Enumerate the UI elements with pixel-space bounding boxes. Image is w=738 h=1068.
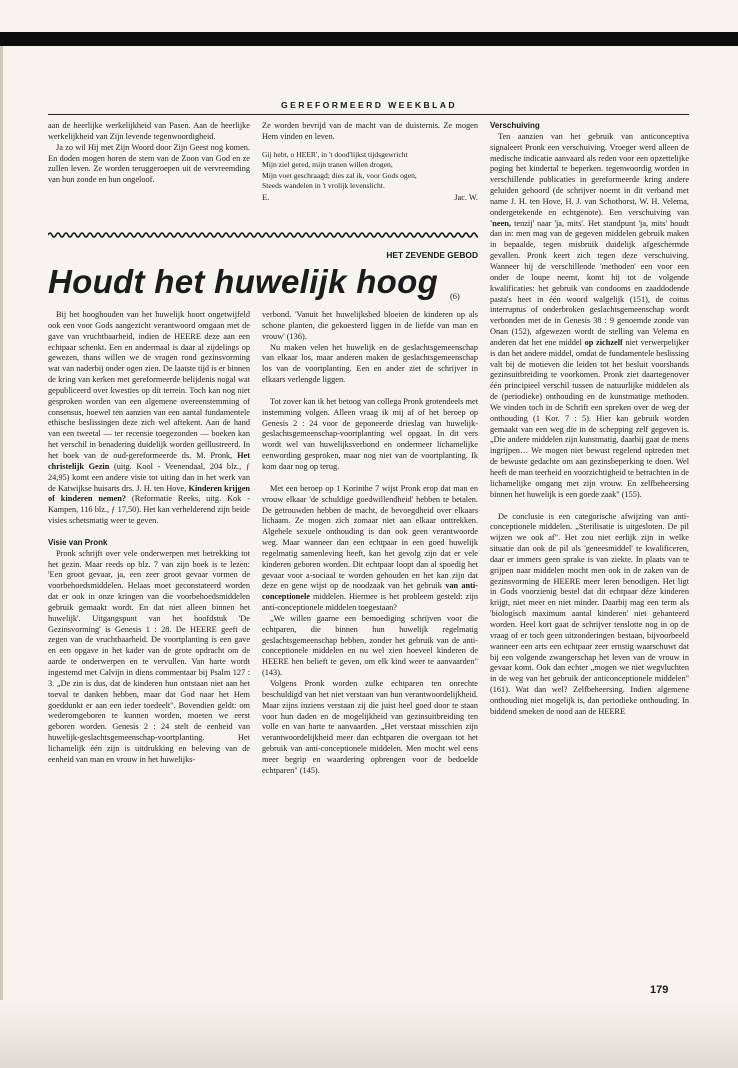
previous-article-column-left [48,121,250,186]
emphasis-text: Het christelijk Gezin [48,450,250,471]
poem [262,150,478,192]
emphasis-text: 'neen, [490,218,511,228]
poem-line: Mijn voet geschraagd; dies zal ik, voor Gods ogen, [262,170,417,180]
subheading: Visie van Pronk [48,537,108,547]
signature-author: Jac. W. [454,193,478,203]
paragraph: verbond. 'Vanuit het huwelijksbed bloeien de kinderen op als schone planten, die gekoesterd liggen in de liefde van man en vrouw' (136). [262,310,478,341]
paragraph: Pronk schrijft over vele onderwerpen met betrekking tot het gezin. Maar reeds op blz. 7 van zijn boek is te lezen: 'Een groot gevaar, ja, een zeer groot gevaar vormen de voorbehoedsmiddelen. Helaas moet geconstateerd worden dat er ook in onze kringen van die voorbehoedsmiddelen gebruik gemaakt wordt. En dat niet alleen binnen het huwelijk'. Uitgangspunt van het hoofdstuk 'De Gezinsvorming' is Genesis 1 : 28. De HEERE geeft de zegen van de vruchtbaarheid. De voortplanting is een gave en een opgave in het kader van de grote opdracht om de aarde te onderwerpen en te vervullen. Van harte wordt ingestemd met Calvijn in diens commentaar bij Psalm 127 : 3. „De zin is dus, dat de kinderen hun ontstaan niet aan het toeval te danken hebben, maar dat God naar het Hem goeddunkt er aan een ieder toedeelt". Bovendien geldt: om wederomgeboren te kunnen worden, moeten we eerst geboren worden. Genesis 2 : 24 stelt de eenheid van huwelijk-geslachtsgemeenschap-voortplanting. Het lichamelijk één zijn is uitdrukking en beleving van de eenheid van man en vrouw in het huwelijks- [48,548,250,764]
part-number: (6) [450,292,460,301]
signature-initial: E. [262,193,270,203]
header-rule [48,114,689,115]
paragraph: Nu maken velen het huwelijk en de geslachtsgemeenschap van elkaar los, maar anderen maken de geslachtsgemeenschap los van de voortplanting. Een en ander ziet de schrijver in elkaars verlengde liggen. [262,342,478,385]
running-header: GEREFORMEERD WEEKBLAD [281,100,457,110]
series-heading: HET ZEVENDE GEBOD [386,250,478,260]
article-column-3 [490,121,689,718]
paragraph: De conclusie is een categorische afwijzing van anti-conceptionele middelen. „Sterilisatie is uitgesloten. De pil wijzen we ook af". Het zou niet eerlijk zijn in welke situatie dan ook de pil als 'geneesmiddel' te kwalificeren, daar er immers geen sprake is van ziekte. In plaats van te grijpen naar middelen mocht men ook in de zaken van de gezinsvorming de HEERE meer leren benodigen. Het ligt in Gods voorzienig bestel dat dit echtpaar déze kinderen krijgt, niet meer en niet minder. Daarbij mag een term als 'biologisch maximum aantal kinderen' niet gehanteerd worden. Heel kort gaat de schrijver tenslotte nog in op de vraag of er toch geen uitzonderingen bestaan, bijvoorbeeld wanneer een arts een echtpaar zeer ernstig waarschuwt dat bij een volgende zwangerschap het leven van de vrouw in gevaar komt. Ook dan echter „mogen we niet wegvluchten in de weg van het gebruik der anticonceptionele middelen" (161). Wat dan wel? Zelfbeheersing. Indien algemene onthouding niet mogelijk is, dan periodieke onthouding. In biddend smeken de nood aan de HEERE [490,511,689,716]
article-column-2 [262,310,478,777]
wavy-divider [48,228,478,242]
scan-page-edge [0,46,3,1046]
scan-bottom-shadow [0,1000,738,1068]
paragraph: Bij het hooghouden van het huwelijk hoort ongetwijfeld ook een voor Gods aangezicht verantwoord omgaan met de gave van vruchtbaarheid, indien de HEERE deze aan een echtpaar schenkt. Een en andermaal is daar al zijdelings op gewezen, thans willen we de vragen rond gezinsvorming wat van naderbij onder ogen zien. De laatste tijd is er binnen de kring van kerken met gereformeerde belijdenis nogal wat gepubliceerd over kwesties op dit terrein. Toch kan nog niet gesproken worden van een algemene overeenstemming of consensus, hoewel ten aanzien van een aantal fundamentele ethische beslissingen deze zich wel aftekent. Aan de hand van een tweetal — ter recensie toegezonden — boeken kan het verschil in benadering duidelijk worden geïllustreerd. In het boek van de oud-gereformeerde ds. M. Pronk, Het christelijk Gezin (uitg. Kool - Veenendaal, 204 blz., ƒ 24,95) komt een andere visie tot uiting dan in het werk van de Katwijkse huisarts drs. J. H. ten Hove, Kinderen krijgen of kinderen nemen? (Reformatie Reeks, uitg. Kok - Kampen, 116 blz., ƒ 17,50). Het kan verhelderend zijn beide visies schetsmatig weer te geven. [48,310,250,526]
scan-top-border [0,32,738,46]
paragraph: „We willen gaarne een bemoediging schrijven voor die echtparen, die binnen hun huwelijk regelmatig geslachtsgemeenschap hebben, zonder het gebruik van de anti-conceptionele middelen en nu wel zien hoeveel kinderen de HEERE hen belieft te geven, om elk kind weer te aanvaarden" (143). [262,613,478,678]
subheading: Verschuiving [490,121,540,130]
article-column-1 [48,310,250,766]
paragraph: Volgens Pronk worden zulke echtparen ten onrechte beschuldigd van het niet verstaan van hun verantwoordelijkheid. Maar zijns inziens verstaan zij die juist heel goed door te staan voor hun daden en de mogelijkheid van gezinsuitbreiding ten volle en van harte te aanvaarden. „Het verstaat misschien zijn verantwoordelijkheid meer dan echtparen die overgaan tot het gebruik van anti-conceptionele middelen. Men mocht wel eens meer begrip en waardering opbrengen voor de bedoelde echtparen" (145). [262,679,478,775]
emphasis-text: op zichzelf [584,337,623,347]
paragraph: aan de heerlijke werkelijkheid van Pasen. Aan de heerlijke werkelijkheid van Zijn levende tegenwoordigheid. [48,121,250,141]
paragraph: Ze worden bevrijd van de macht van de duisternis. Ze mogen Hem vinden en leven. [262,121,478,141]
paragraph: Tot zover kan ik het betoog van collega Pronk grotendeels met instemming volgen. Alleen vraag ik mij af of het beroep op Genesis 2 : 24 voor de geponeerde drieslag van huwelijk-geslachtsgemeenschap-voortplanting wel opgaat. In dit vers wordt wel van huwelijksverbond en ondermeer lichamelijke eenwording gesproken, maar nog niet van de voortplanting. Ik kom daar nog op terug. [262,396,478,471]
paragraph: Met een beroep op 1 Korinthe 7 wijst Pronk erop dat man en vrouw elkaar 'de schuldige goedwillendheid' hebben te betalen. De getrouwden hebben de macht, de bevoegdheid over elkaars lichaam. Ze mogen zich zomaar niet aan elkaar onttrekken. Algehele sexuele onthouding is dan ook geen verantwoorde weg. Maar wanneer dan een echtpaar in een goed huwelijk regelmatig samenleving heeft, kan het gevolg zijn dat er vele kinderen geboren worden. Dit echtpaar loopt dan al spoedig het gevaar voor a-sociaal te worden gehouden en het kan zijn dat deze en gene wijst op de noodzaak van het gebruik van anti-conceptionele middelen. Hiermee is het probleem gesteld: zijn anti-conceptionele middelen toegestaan? [262,483,478,613]
poem-line: Mijn ziel gered, mijn tranen willen drogen, [262,160,393,170]
paragraph: Ten aanzien van het gebruik van anticonceptiva signaleert Pronk een verschuiving. Vroeger werd alleen de medische indicatie aanvaard als reden voor een opzettelijke poging het kindertal te beperken. tegenwoordig worden in verschillende publicaties in gereformeerde kring andere geluiden gehoord (de schrijver noemt in dit verband met name J. H. ten Hove, H. J. van Schothorst, W. H. Velema, ondergetekende en echtgenote). Een verschuiving van 'neen, tenzij' naar 'ja, mits'. Het standpunt 'ja, mits' houdt dan in: men mag van de gegeven middelen gebruik maken in bepaalde, tegen misbruik duidelijk afgeschermde gevallen. Pronk keert zich tegen deze verschuiving. Wanneer hij de verschillende 'methoden' een voor een onder de loupe neemt, komt hij tot de volgende kwalificaties: het gebruik van condooms en zaaddodende pasta's heet in één woord walgelijk (151), de coitus interruptus of onderbroken geslachtsgemeenschap wordt verbonden met de in Genesis 38 : 9 genoemde zonde van Onan (152), afgewezen wordt de stelling van Velema en anderen dat het ene middel op zichzelf niet verwerpelijker is dan het andere middel, omdat de fundamentele beslissing valt bij de motieven die leiden tot het besluit voorshands gezinsuitbreiding te voorkomen. Pronk ziet daartegenover één principieel verschil tussen de natuurlijke middelen als de (periodieke) onthouding en de kunstmatige methoden. We vinden toch in de Schrift een spreken over de weg der onthouding (1 Kor. 7 : 5). Hier kan gebruik worden gemaakt van een weg die in de schepping zelf gegeven is. „Die andere middelen zijn kunstmatig, daarbij gaat de mens ingrijpen… We mogen niet bewust regelend optreden met de bewuste gedachte om aan gezinsbeperking te doen. Wel heeft de man teerheid en voorzichtigheid te betrachten in de lichamelijke omgang met zijn vrouw. En zelfbeheersing binnen het huwelijk is een goede zaak" (155). [490,131,689,499]
emphasis-text: Kinderen krijgen of kinderen nemen? [48,483,250,504]
previous-article-column-right [262,121,478,204]
emphasis-text: van anti-conceptionele [262,581,478,602]
poem-line: Steeds wandelen in 't vrolijk levenslicht. [262,181,385,191]
signature-line [262,193,478,204]
page-number: 179 [650,984,669,996]
paragraph: Ja zo wil Hij met Zijn Woord door Zijn Geest nog komen. En doden mogen horen de stem van de Zoon van God en ze zullen leven. Ze worden teruggeroepen uit de vervreemding van hun zonde en hun ongeloof. [48,142,250,185]
article-title: Houdt het huwelijk hoog [48,263,439,300]
poem-line: Gij hebt, o HEER', in 't dood'lijkst tijdsgewricht [262,149,408,159]
